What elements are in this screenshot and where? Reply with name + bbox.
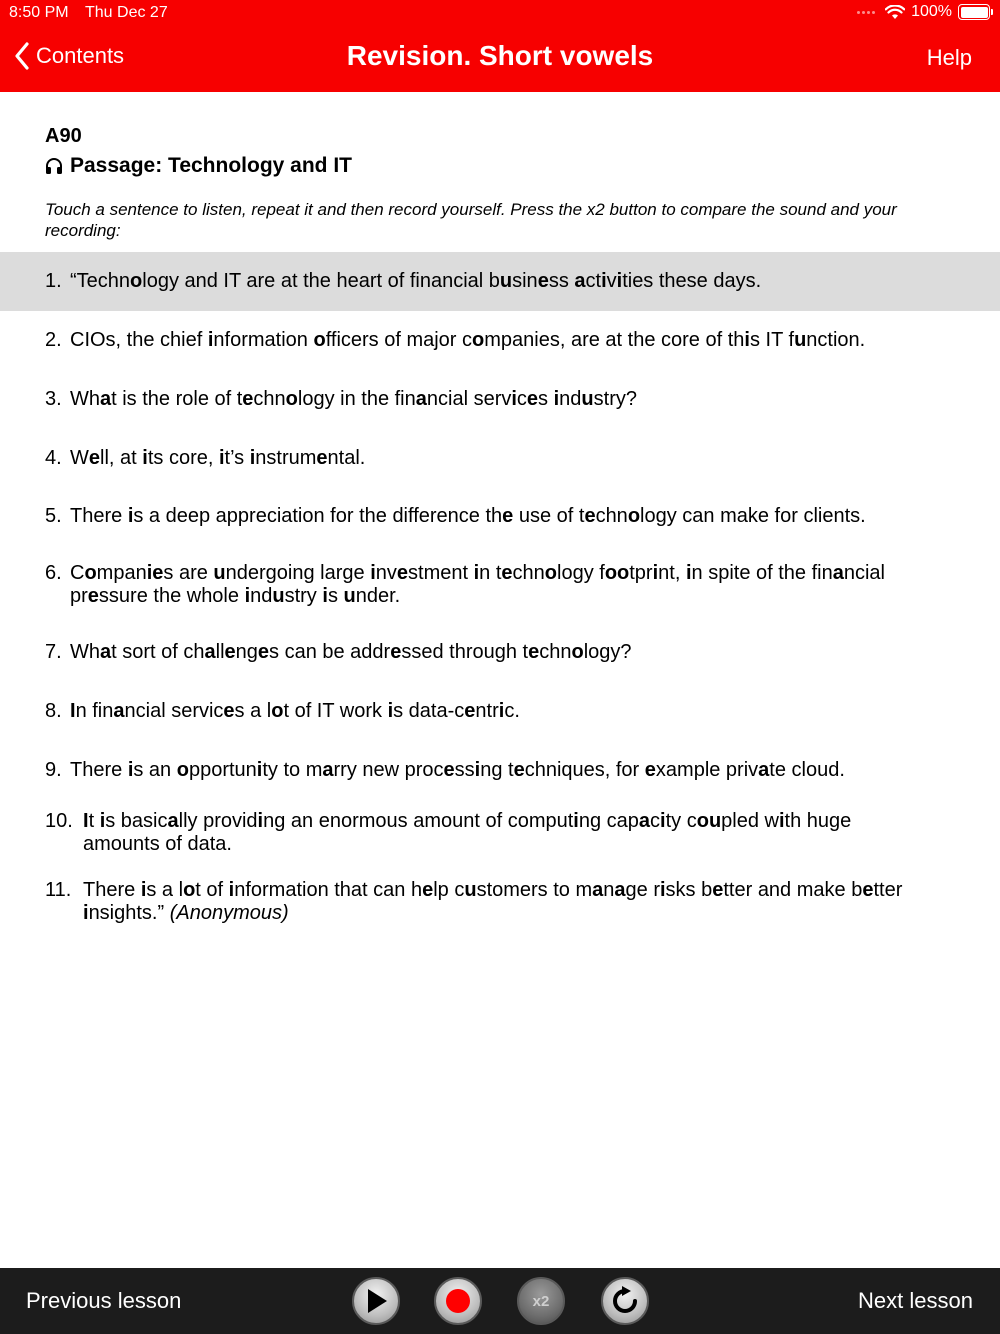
play-icon [364,1288,388,1314]
nav-bar [0,28,1000,92]
back-label: Contents [36,43,125,68]
sentence-row[interactable] [0,682,1000,741]
sentence-text: “Technology and IT are at the heart of financial business activities these days. [70,270,762,292]
battery-icon [958,4,990,20]
previous-lesson-button[interactable]: Previous lesson [26,1288,182,1313]
sentence-row[interactable] [0,546,1000,623]
sentence-number: 1. [45,270,62,292]
sentence-text: In financial services a lot of IT work is data-centric. [70,700,520,722]
instructions: Touch a sentence to listen, repeat it and then record yourself. Press the x2 button to compare the sound and your recording: [45,200,897,240]
play-button[interactable] [352,1277,400,1325]
passage-title-text: Passage: Technology and IT [70,154,353,177]
headphones-icon [45,157,63,175]
sentence-text: Well, at its core, it’s instrumental. [70,447,366,469]
passage-title [45,154,352,178]
compare-x2-button[interactable] [517,1277,565,1325]
compare-x2-label: x2 [532,1292,550,1310]
sentence-text: There is a deep appreciation for the difference the use of technology can make for clients. [70,505,866,527]
battery-percent: 100% [911,3,952,20]
sentence-row[interactable] [0,798,1000,867]
sentence-number: 2. [45,329,62,351]
sentence-number: 6. [45,562,62,584]
repeat-icon [610,1286,640,1316]
sentence-text: It is basically providing an enormous amount of computing capacity coupled with huge amounts of data. [83,810,852,855]
sentence-number: 11. [45,879,72,901]
sentence-text: There is an opportunity to marry new processing techniques, for example private cloud. [70,759,845,781]
sentence-text: What is the role of technology in the financial services industry? [70,388,637,410]
sentence-text: CIOs, the chief information officers of major companies, are at the core of this IT function. [70,329,866,351]
sentence-number: 5. [45,505,62,527]
sentence-number: 4. [45,447,62,469]
help-button[interactable]: Help [926,45,972,70]
repeat-button[interactable] [601,1277,649,1325]
sentence-number: 7. [45,641,62,663]
sentence-row[interactable] [0,487,1000,546]
sentence-row[interactable] [0,252,1000,311]
bottom-toolbar [0,1268,1000,1334]
sentence-row[interactable] [0,867,1000,936]
sentence-text: Companies are undergoing large investment in technology footprint, in spite of the financial pressure the whole industry is under. [70,562,885,607]
sentence-number: 8. [45,700,62,722]
status-date: Thu Dec 27 [85,4,168,21]
wifi-icon [885,5,905,20]
status-time: 8:50 PM [9,4,69,21]
sentence-number: 9. [45,759,62,781]
lesson-code: A90 [45,125,82,147]
signal-dots-icon [857,11,875,14]
sentence-row[interactable] [0,370,1000,429]
status-bar [0,0,1000,28]
sentence-text: There is a lot of information that can help customers to manage risks better and make better insights.” (Anonymous) [83,879,903,924]
sentence-row[interactable] [0,311,1000,370]
sentence-row[interactable] [0,623,1000,682]
sentence-number: 3. [45,388,62,410]
top-bar [0,0,1000,92]
sentence-row[interactable] [0,429,1000,488]
page-title: Revision. Short vowels [346,40,654,71]
record-button[interactable] [434,1277,482,1325]
next-lesson-button[interactable]: Next lesson [858,1288,973,1313]
sentence-number: 10. [45,810,73,832]
status-right [857,3,990,21]
record-icon [445,1288,471,1314]
sentence-text: What sort of challenges can be addressed through technology? [70,641,632,663]
sentence-row[interactable] [0,741,1000,800]
